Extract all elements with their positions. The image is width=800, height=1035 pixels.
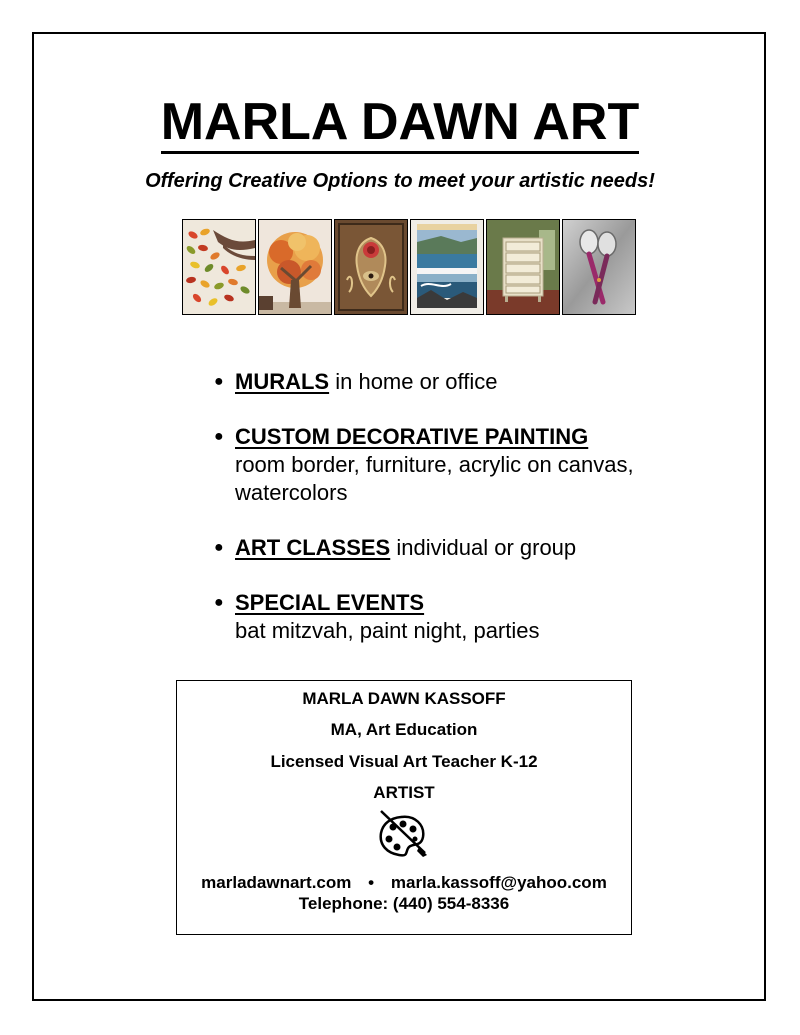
seascape-watercolor-icon — [410, 219, 484, 315]
service-custom-decorative-painting — [214, 423, 734, 507]
bullet-icon: ● — [214, 428, 224, 445]
bullet-icon: ● — [214, 594, 224, 611]
tree-mural-orange-icon — [258, 219, 332, 315]
service-detail: individual or group — [390, 535, 577, 560]
service-special-events — [214, 589, 734, 645]
service-name: CUSTOM DECORATIVE PAINTING — [235, 424, 589, 449]
service-name: SPECIAL EVENTS — [235, 590, 425, 615]
page-title — [0, 92, 800, 152]
email-link[interactable]: marla.kassoff@yahoo.com — [390, 873, 607, 892]
bullet-icon: ● — [214, 539, 224, 556]
separator-dot: • — [368, 873, 375, 892]
services-list — [214, 368, 734, 672]
tagline: Offering Creative Options to meet your artistic needs! — [145, 170, 655, 192]
painted-spoons-icon — [562, 219, 636, 315]
service-murals — [214, 368, 734, 396]
contact-degree: MA, Art Education — [330, 720, 478, 739]
service-detail: room border, furniture, acrylic on canvas, watercolors — [235, 452, 634, 505]
tree-mural-autumn-leaves-icon — [182, 219, 256, 315]
service-name: ART CLASSES — [235, 535, 391, 560]
contact-telephone: Telephone: (440) 554-8336 — [298, 894, 510, 913]
service-name: MURALS — [235, 369, 330, 394]
contact-links — [177, 873, 631, 893]
decorative-hamsa-painting-icon — [334, 219, 408, 315]
service-detail: in home or office — [329, 369, 498, 394]
service-detail: bat mitzvah, paint night, parties — [235, 618, 540, 643]
contact-name: MARLA DAWN KASSOFF — [302, 689, 506, 708]
service-art-classes — [214, 534, 734, 562]
painted-dresser-icon — [486, 219, 560, 315]
contact-box — [176, 680, 632, 935]
bullet-icon: ● — [214, 373, 224, 390]
contact-license: Licensed Visual Art Teacher K-12 — [270, 752, 538, 771]
photo-gallery — [182, 219, 636, 315]
title-text: MARLA DAWN ART — [161, 93, 640, 154]
paint-palette-icon — [375, 809, 429, 859]
contact-role: ARTIST — [373, 783, 435, 802]
website-link[interactable]: marladawnart.com — [201, 873, 352, 892]
